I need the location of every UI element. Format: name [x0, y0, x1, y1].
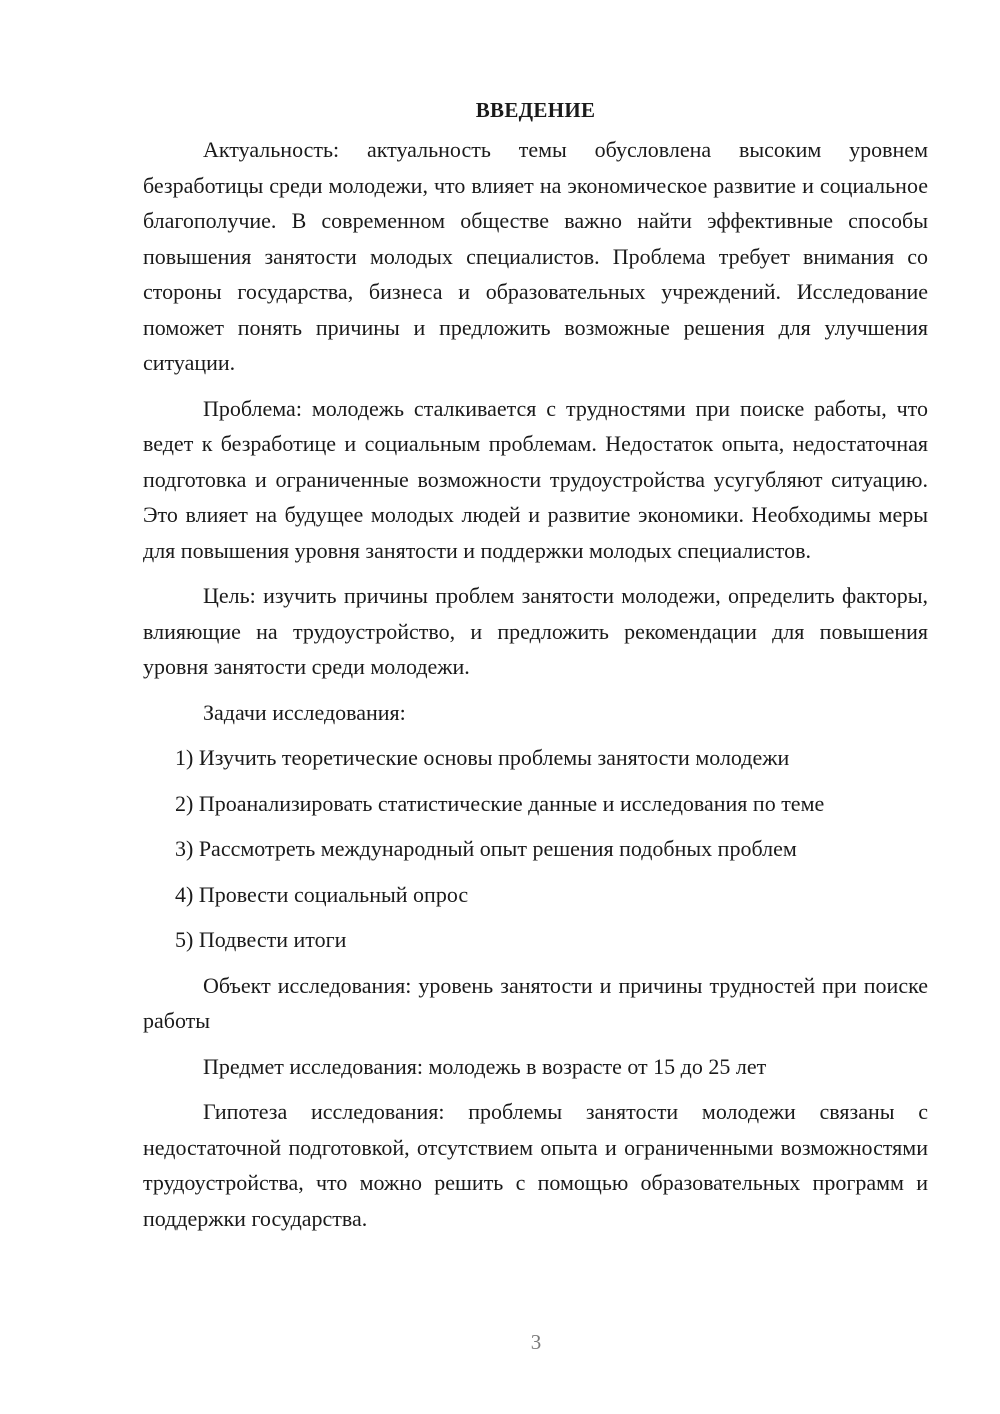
list-item: 2) Проанализировать статистические данные и исследования по теме — [175, 790, 825, 816]
hypothesis-paragraph: Гипотеза исследования: проблемы занятости молодежи связаны с недостаточной подготовкой, отсутствием опыта и ограниченными возможностями трудоустройства, что можно решить с помощью образовательных программ и поддержки государства. — [143, 1099, 928, 1231]
goal-paragraph: Цель: изучить причины проблем занятости молодежи, определить факторы, влияющие на трудоустройство, и предложить рекомендации для повышения уровня занятости среди молодежи. — [143, 583, 928, 679]
subject-paragraph: Предмет исследования: молодежь в возрасте от 15 до 25 лет — [203, 1053, 767, 1079]
list-item: 1) Изучить теоретические основы проблемы занятости молодежи — [175, 745, 790, 770]
page-content — [143, 90, 928, 1246]
list-item: 3) Рассмотреть международный опыт решения подобных проблем — [175, 836, 797, 861]
problem-paragraph: Проблема: молодежь сталкивается с трудностями при поиске работы, что ведет к безработице и социальным проблемам. Недостаток опыта, недостаточная подготовка и ограниченные возможности трудоустройства усугубляют ситуацию. Это влияет на будущее молодых людей и развитие экономики. Необходимы меры для повышения уровня занятости и поддержки молодых специалистов. — [143, 395, 928, 563]
document-title: ВВЕДЕНИЕ — [475, 98, 596, 122]
task-list — [143, 740, 928, 958]
list-item: 5) Подвести итоги — [175, 927, 347, 952]
tasks-heading: Задачи исследования: — [203, 699, 406, 725]
object-paragraph: Объект исследования: уровень занятости и причины трудностей при поиске работы — [143, 972, 928, 1033]
list-item: 4) Провести социальный опрос — [175, 881, 469, 907]
page-number: 3 — [530, 1330, 542, 1354]
relevance-paragraph: Актуальность: актуальность темы обусловлена высоким уровнем безработицы среди молодежи, что влияет на экономическое развитие и социальное благополучие. В современном обществе важно найти эффективные способы повышения занятости молодых специалистов. Проблема требует внимания со стороны государства, бизнеса и образовательных учреждений. Исследование поможет понять причины и предложить возможные решения для улучшения ситуации. — [143, 137, 928, 375]
